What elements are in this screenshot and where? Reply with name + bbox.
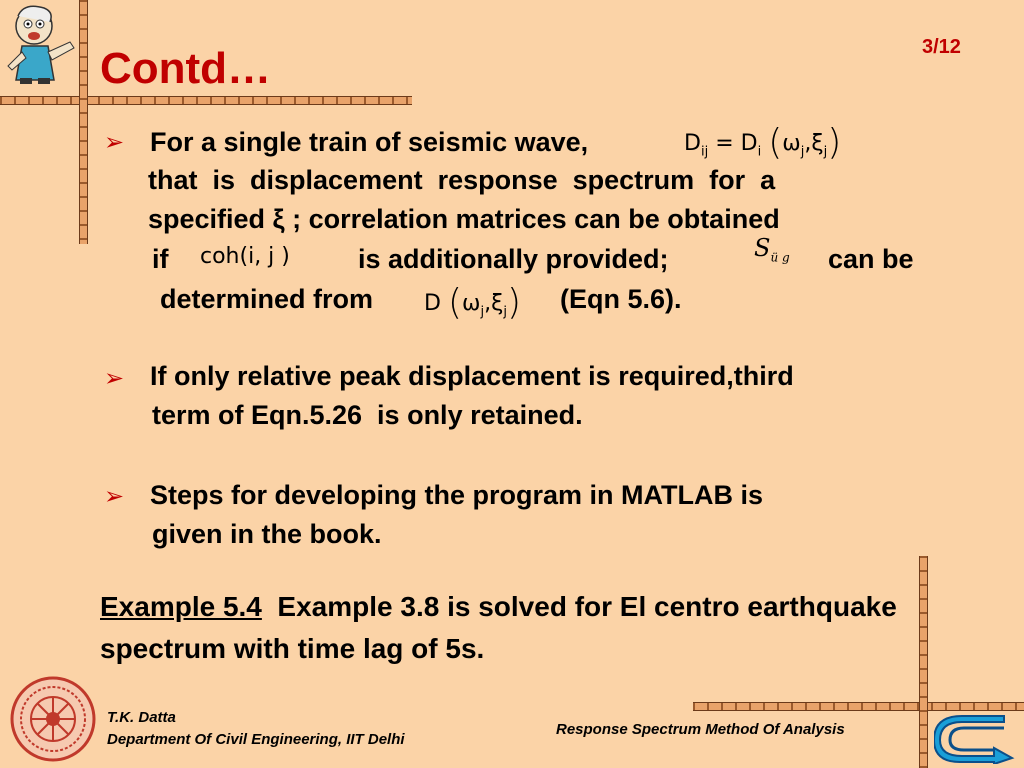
footer-author-block (107, 707, 405, 751)
equation-spectrum-s: $S_{ü g}$ (754, 234, 790, 265)
bullet-2-line-1: If only relative peak displacement is required,third (150, 361, 794, 391)
footer-author: T.K. Datta (107, 709, 176, 726)
equation-d-omega: D $(\omega_j,\xi_j)$ (424, 282, 522, 323)
equation-coherence: coh(i, j ) (200, 244, 290, 269)
equation-dij: $D_{ij} = D_i$ $(\omega_j,\xi_j)$ (684, 122, 842, 163)
iit-delhi-logo-icon (10, 676, 96, 762)
bullet-1-line-3: specified ξ ; correlation matrices can be obtained (148, 204, 780, 234)
bullet-arrow-icon: ➢ (104, 483, 125, 510)
top-left-vertical-bar (79, 0, 88, 244)
bullet-3-line-1: Steps for developing the program in MATLAB is (150, 480, 764, 510)
bullet-1-line-5b: (Eqn 5.6). (560, 284, 682, 314)
bottom-right-vertical-bar (919, 556, 928, 768)
bottom-right-horizontal-bar (693, 702, 1024, 711)
return-arrow-icon[interactable] (934, 714, 1020, 764)
bullet-2-line-2: term of Eqn.5.26 is only retained. (152, 400, 583, 430)
bullet-1-line-2: that is displacement response spectrum for a (148, 165, 776, 195)
bullet-1-line-4b: is additionally provided; (358, 244, 669, 274)
bullet-1-line-4c: can be (828, 244, 914, 274)
bullet-arrow-icon: ➢ (104, 129, 125, 156)
slide-title: Contd… (100, 44, 272, 93)
top-left-horizontal-bar (0, 96, 412, 105)
bullet-3-line-2: given in the book. (152, 519, 382, 549)
example-label: Example 5.4 (100, 591, 262, 622)
bullet-arrow-icon: ➢ (104, 365, 125, 392)
professor-cartoon-icon (4, 2, 78, 86)
bullet-1-line-1: For a single train of seismic wave, (150, 127, 589, 157)
footer-course: Response Spectrum Method Of Analysis (556, 721, 845, 738)
footer-department: Department Of Civil Engineering, IIT Delhi (107, 731, 405, 748)
page-number: 3/12 (922, 36, 961, 58)
example-text (100, 586, 920, 670)
example-body: Example 3.8 is solved for El centro earthquake spectrum with time lag of 5s. (100, 591, 905, 664)
bullet-1-line-5a: determined from (160, 284, 374, 314)
bullet-1-line-4a: if (152, 244, 169, 274)
